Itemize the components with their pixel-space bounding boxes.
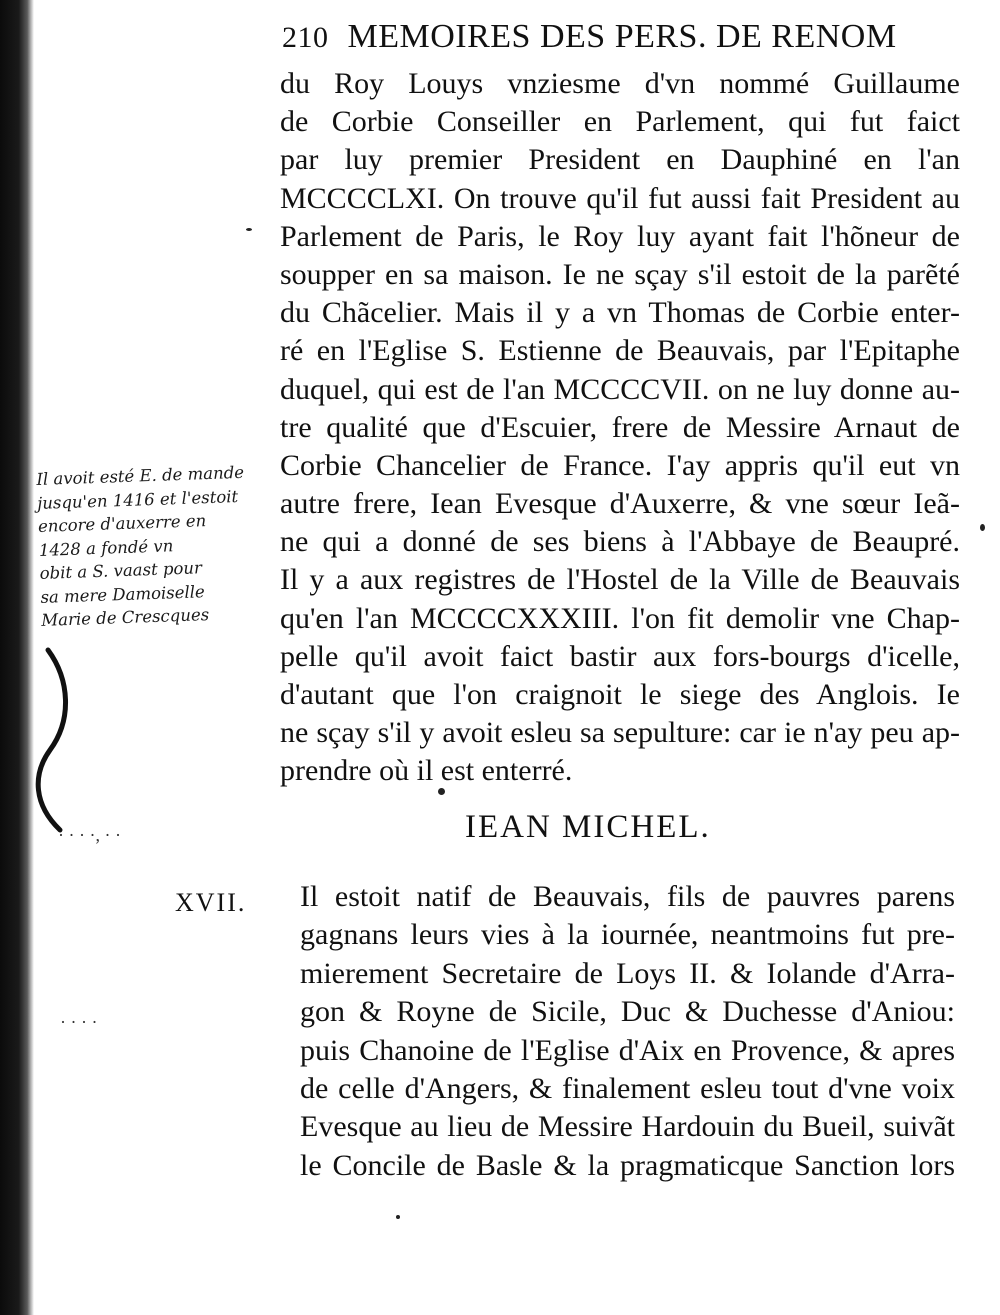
- margin-stroke-mark: · · · ·: [60, 1012, 98, 1032]
- margin-note-line: sa mere Damoiselle: [40, 581, 206, 607]
- text-line: mierement Secretaire de Loys II. & Iolande d'Arra-: [300, 956, 955, 990]
- margin-note-line: 1428 a fondé vn: [38, 535, 174, 560]
- body-text: [280, 65, 960, 791]
- text-line: Parlement de Paris, le Roy luy ayant fait l'hõneur de: [280, 219, 960, 253]
- margin-note-line: Marie de Crescques: [40, 605, 210, 630]
- text-line: de Corbie Conseiller en Parlement, qui fut faict: [280, 105, 960, 139]
- text-line: Il y a aux registres de l'Hostel de la Ville de Beauvais: [280, 563, 960, 597]
- margin-note-line: obit a S. vaast pour: [39, 558, 203, 583]
- section-body-text: [300, 878, 955, 1185]
- handwritten-margin-note: [36, 460, 282, 633]
- text-line: MCCCCLXI. On trouve qu'il fut aussi fait President au: [280, 181, 960, 215]
- text-line: duquel, qui est de l'an MCCCCVII. on ne luy donne au-: [280, 372, 960, 406]
- ink-speck: [396, 1215, 400, 1219]
- margin-note-line: Il avoit esté E. de mande: [36, 462, 245, 489]
- text-line: Evesque au lieu de Messire Hardouin du Bueil, suivãt: [300, 1110, 955, 1144]
- text-line: du Chãcelier. Mais il y a vn Thomas de Corbie enter-: [280, 296, 960, 330]
- margin-note-line: jusqu'en 1416 et l'estoit: [36, 486, 239, 513]
- text-line: ne sçay s'il y avoit esleu sa sepulture: car ie n'ay peu ap-: [280, 716, 960, 750]
- text-line: d'autant que l'on craignoit le siege des Anglois. Ie: [280, 678, 960, 711]
- text-line: Corbie Chancelier de France. I'ay appris qu'il eut vn: [280, 448, 960, 482]
- page-header: [282, 18, 932, 62]
- text-line: le Concile de Basle & la pragmaticque Sanction lors: [300, 1148, 955, 1182]
- section-title: IEAN MICHEL.: [465, 809, 711, 845]
- margin-stroke-mark: · · · ·, · ·: [58, 825, 121, 845]
- text-line: ne qui a donné de ses biens à l'Abbaye de Beaupré.: [280, 525, 960, 559]
- section-number: XVII.: [175, 888, 247, 917]
- text-line: Il estoit natif de Beauvais, fils de pauvres parens: [300, 880, 955, 913]
- ink-speck: [980, 524, 985, 531]
- text-line: prendre où il est enterré.: [280, 754, 573, 788]
- text-line: ré en l'Eglise S. Estienne de Beauvais, par l'Epitaphe: [280, 334, 960, 368]
- text-line: puis Chanoine de l'Eglise d'Aix en Provence, & apres: [300, 1033, 955, 1067]
- text-line: pelle qu'il avoit faict bastir aux fors-bourgs d'icelle,: [280, 639, 960, 673]
- text-line: gon & Royne de Sicile, Duc & Duchesse d'Aniou:: [300, 995, 955, 1029]
- text-line: du Roy Louys vnziesme d'vn nommé Guillaume: [280, 67, 960, 100]
- running-title: MEMOIRES DES PERS. DE RENOM: [347, 18, 897, 55]
- handwritten-bracket-mark: [20, 640, 80, 840]
- margin-note-line: encore d'auxerre en: [37, 511, 207, 536]
- text-line: de celle d'Angers, & finalement esleu tout d'vne voix: [300, 1071, 955, 1105]
- text-line: qu'en l'an MCCCCXXXIII. l'on fit demolir vne Chap-: [280, 601, 960, 635]
- page-number: 210: [282, 21, 329, 54]
- ink-speck: [246, 228, 252, 231]
- text-line: tre qualité que d'Escuier, frere de Messire Arnaut de: [280, 410, 960, 444]
- text-line: gagnans leurs vies à la iournée, neantmoins fut pre-: [300, 918, 955, 952]
- text-line: soupper en sa maison. Ie ne sçay s'il estoit de la parẽté: [280, 257, 960, 291]
- text-line: par luy premier President en Dauphiné en l'an: [280, 143, 960, 177]
- text-line: autre frere, Iean Evesque d'Auxerre, & vne sœur Ieã-: [280, 487, 960, 521]
